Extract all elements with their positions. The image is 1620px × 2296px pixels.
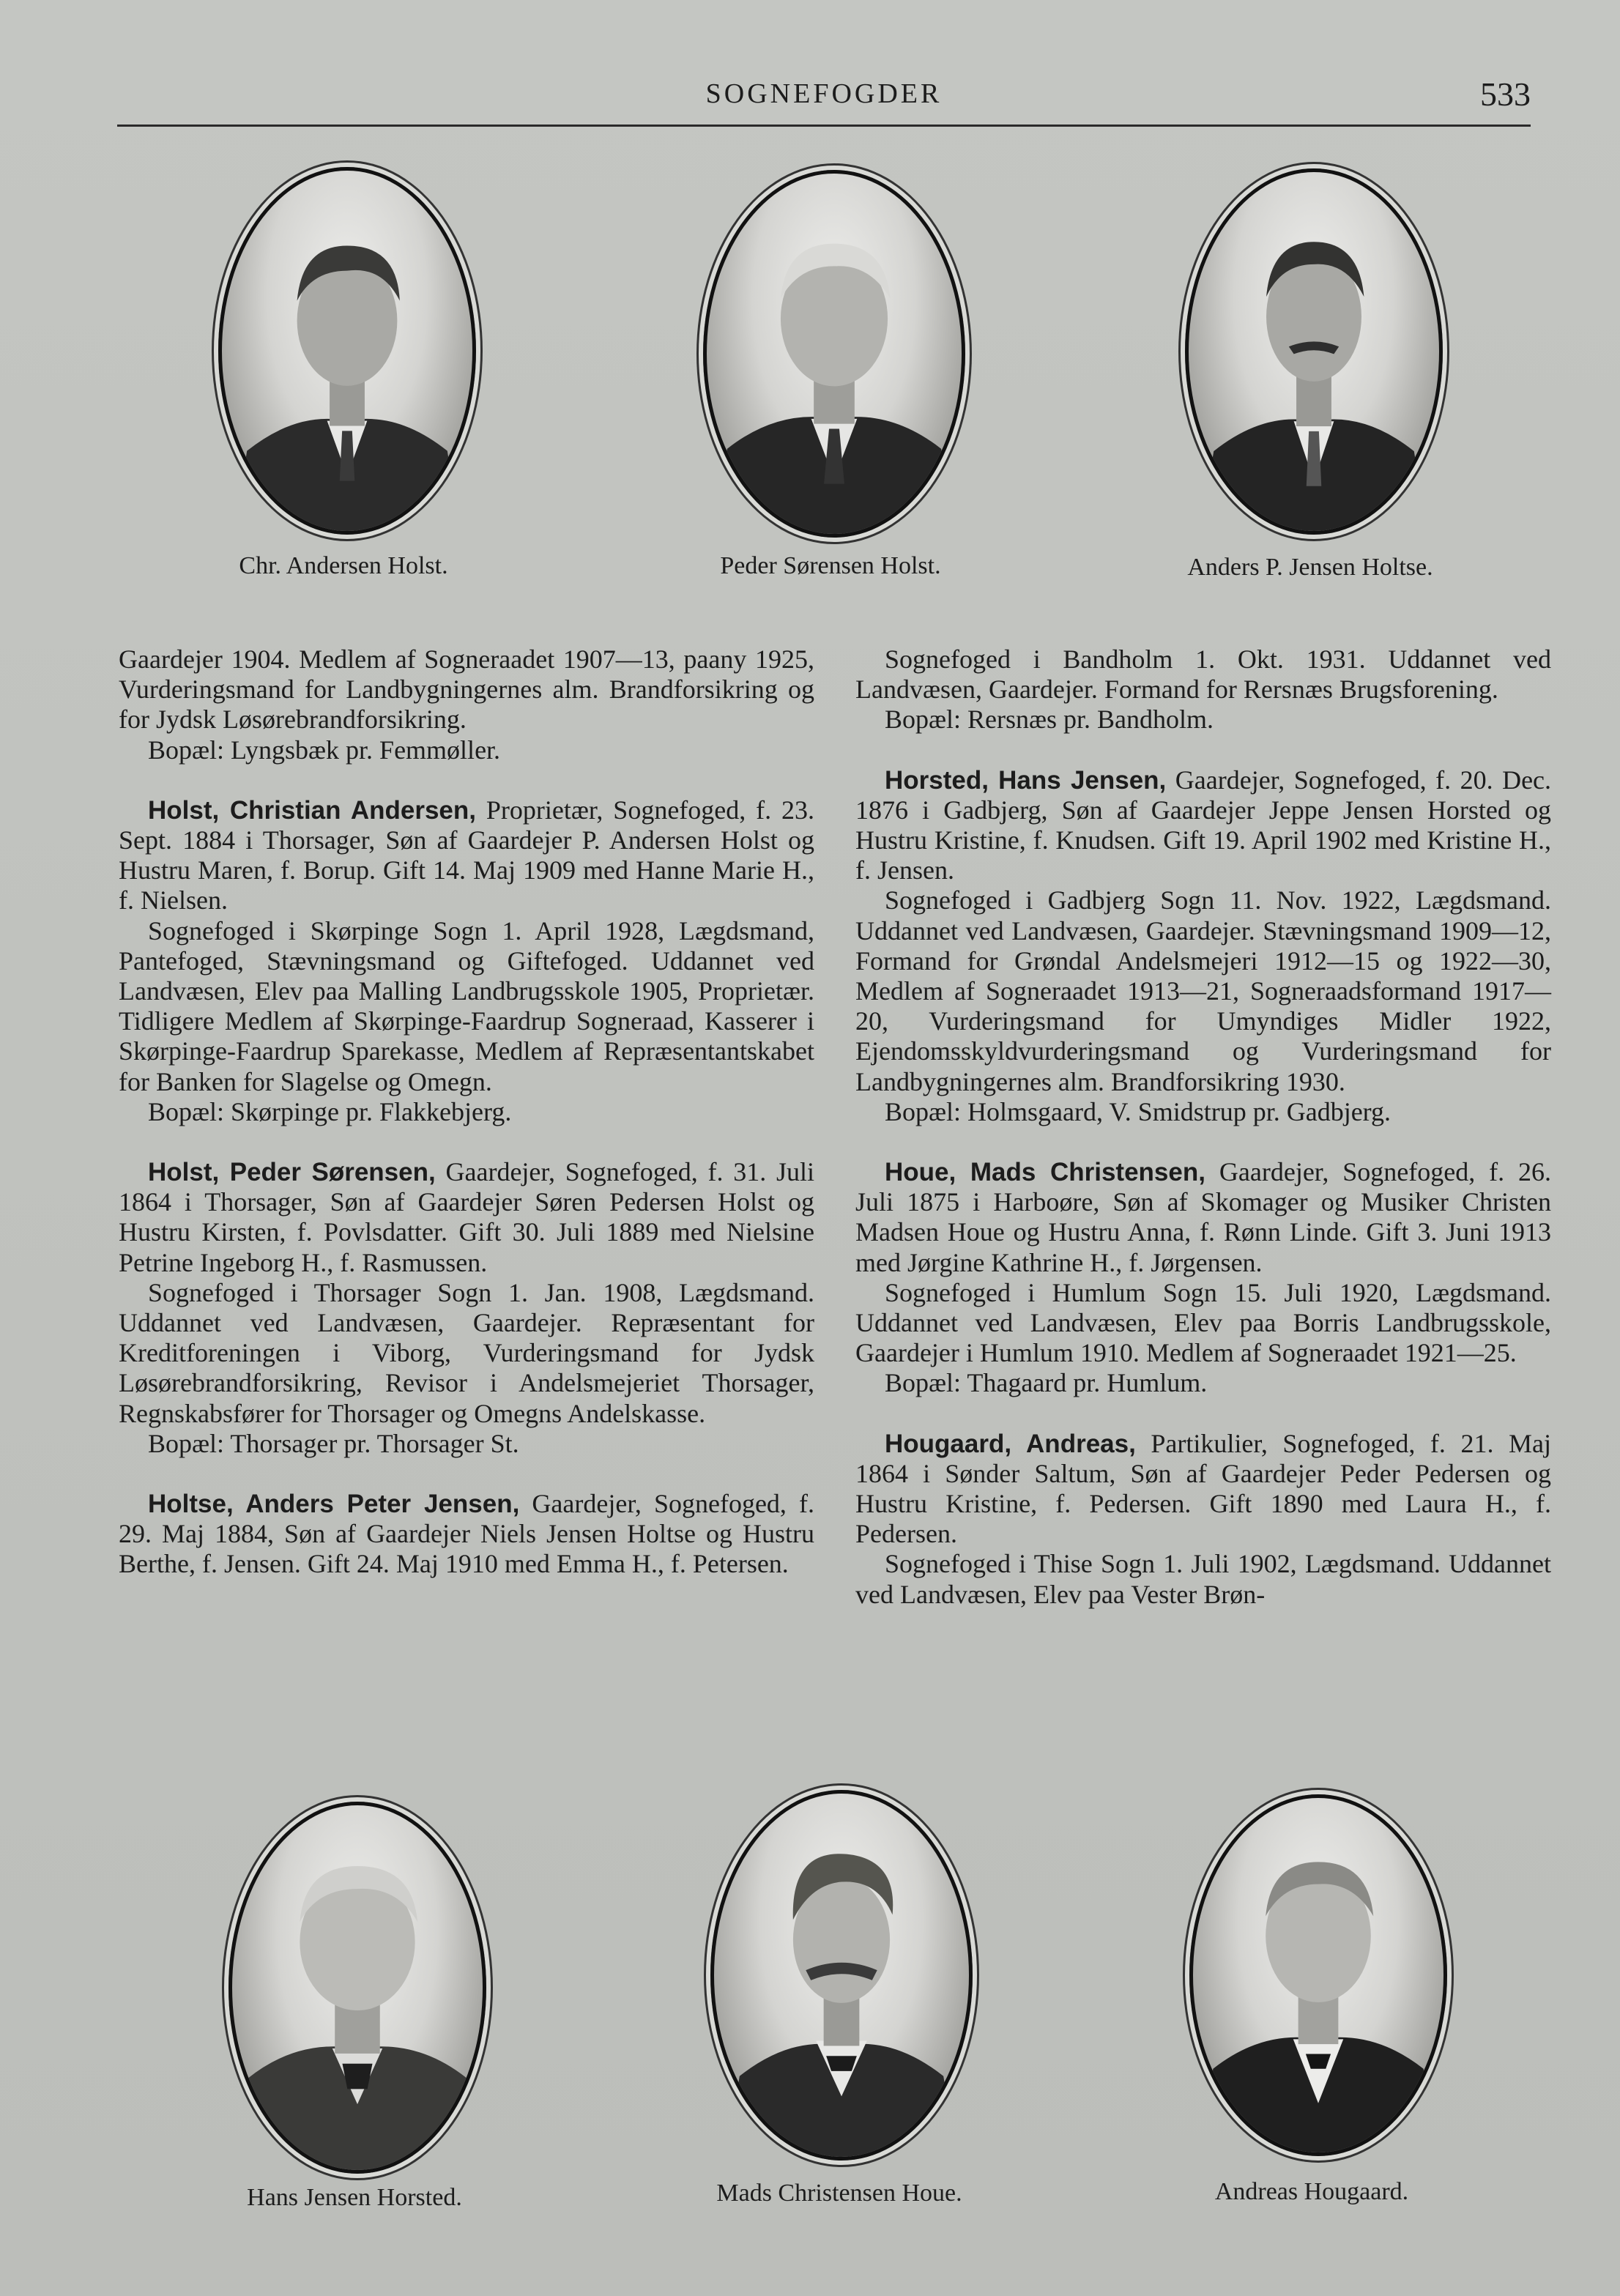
entry-residence: Bopæl: Skørpinge pr. Flakkebjerg. [148,1096,512,1126]
entry-intro-paragraph [855,1157,1551,1278]
entry-name: Holtse, Anders Peter Jensen, [148,1490,520,1519]
left-column [119,644,814,1610]
entry-text: Sognefoged i Bandholm 1. Okt. 1931. Uddannet ved Landvæsen, Gaardejer. Formand for Rersnæs Brugsforening. [855,644,1551,705]
entry-name: Hougaard, Andreas, [885,1429,1136,1458]
running-head-title: SOGNEFOGDER [705,78,943,109]
entry-continuation-right [855,644,1551,735]
entry-intro-paragraph [119,1157,814,1278]
entry-name: Holst, Christian Andersen, [148,795,476,825]
entry-intro-paragraph [855,765,1551,886]
entry-career: Sognefoged i Skørpinge Sogn 1. April 1928, Lægdsmand, Pantefoged, Stævningsmand og Giftefoged. Uddannet ved Landvæsen, Elev paa Malling Landbrugsskole 1905, Proprietær. Tidligere Medlem af Skørpinge-Faardrup Sogneraad, Kasserer i Skørpinge-Faardrup Sparekasse, Medlem af Repræsentantskabet for Banken for Slagelse og Omegn. [119,915,814,1096]
entry-hougaard-andreas [855,1429,1551,1610]
portrait-figure [1189,172,1439,531]
right-column [855,644,1551,1640]
entry-intro: Gaardejer, Sognefoged, f. 31. Juli 1864 i Thorsager, Søn af Gaardejer Søren Pedersen Holst og Hustru Kirsten, f. Povlsdatter. Gift 30. Juli 1889 med Nielsine Petrine Ingeborg H., f. Rasmussen. [119,1157,815,1277]
entry-residence: Bopæl: Holmsgaard, V. Smidstrup pr. Gadbjerg. [885,1096,1392,1126]
entry-intro-paragraph [119,1489,814,1580]
portrait-figure [707,174,962,534]
entry-residence: Bopæl: Rersnæs pr. Bandholm. [885,705,1214,735]
entry-intro: Gaardejer, Sognefoged, f. 26. Juli 1875 i Harboøre, Søn af Skomager og Musiker Christen Madsen Houe og Hustru Anna, f. Rønn Linde. Gift 3. Juni 1913 med Jørgine Kathrine H., f. Jørgensen. [855,1157,1552,1277]
portrait-photo-2 [703,170,965,538]
portrait-photo-5 [710,1790,973,2161]
entry-text: Gaardejer 1904. Medlem af Sogneraadet 1907—13, paany 1925, Vurderingsmand for Landbygningernes alm. Brandforsikring og for Jydsk Løsørebrandforsikring. [119,644,814,735]
entry-residence: Bopæl: Thorsager pr. Thorsager St. [148,1428,519,1458]
portrait-caption-1: Chr. Andersen Holst. [239,552,448,579]
entry-career: Sognefoged i Thorsager Sogn 1. Jan. 1908, Lægdsmand. Uddannet ved Landvæsen, Gaardejer. Repræsentant for Kreditforeningen i Viborg, Vurderingsmand for Jydsk Løsørebrandforsikring, Revisor i Andelsmejeriet Thorsager, Regnskabsfører for Thorsager og Omegns Andelskasse. [119,1277,814,1428]
portrait-figure [714,1794,969,2157]
entry-career: Sognefoged i Gadbjerg Sogn 11. Nov. 1922, Lægdsmand. Uddannet ved Landvæsen, Gaardejer. Stævningsmand 1909—12, Formand for Grøndal Andelsmejeri 1912—15 og 1922—30, Medlem af Sogneraadet 1913—21, Sogneraadsformand 1917—20, Vurderingsmand for Umyndiges Midler 1922, Ejendomsskyldvurderingsmand og Vurderingsmand for Landbygningernes alm. Brandforsikring 1930. [855,885,1551,1096]
portrait-figure [222,171,472,531]
entry-intro: Partikulier, Sognefoged, f. 21. Maj 1864 i Sønder Saltum, Søn af Gaardejer Peder Pedersen og Hustru Kristine, f. Pedersen. Gift 1890 med Laura H., f. Pedersen. [855,1428,1551,1549]
portrait-photo-6 [1189,1794,1447,2156]
entry-intro: Gaardejer, Sognefoged, f. 20. Dec. 1876 i Gadbjerg, Søn af Gaardejer Jeppe Jensen Horsted og Hustru Kristine, f. Knudsen. Gift 19. April 1902 med Kristine H., f. Jensen. [855,765,1552,885]
entry-name: Houe, Mads Christensen, [885,1158,1205,1187]
entry-horsted-hans [855,765,1551,1127]
entry-houe-mads [855,1157,1551,1399]
portrait-caption-3: Anders P. Jensen Holtse. [1187,554,1433,581]
entry-residence: Bopæl: Lyngsbæk pr. Femmøller. [148,735,501,765]
portrait-caption-5: Mads Christensen Houe. [716,2180,962,2207]
portrait-figure [1193,1798,1443,2152]
portrait-photo-4 [228,1802,486,2174]
entry-career: Sognefoged i Humlum Sogn 15. Juli 1920, Lægdsmand. Uddannet ved Landvæsen, Elev paa Borris Landbrugsskole, Gaardejer i Humlum 1910. Medlem af Sogneraadet 1921—25. [855,1277,1551,1368]
entry-career: Sognefoged i Thise Sogn 1. Juli 1902, Lægdsmand. Uddannet ved Landvæsen, Elev paa Vester Brøn- [855,1549,1551,1609]
entry-continuation-left [119,644,814,765]
portrait-photo-1 [218,167,476,535]
entry-holtse-anders [119,1489,814,1580]
portrait-caption-6: Andreas Hougaard. [1214,2178,1409,2205]
entry-intro: Gaardejer, Sognefoged, f. 29. Maj 1884, Søn af Gaardejer Niels Jensen Holtse og Hustru Berthe, f. Jensen. Gift 24. Maj 1910 med Emma H., f. Petersen. [119,1489,815,1579]
page-number: 533 [1480,75,1531,113]
entry-intro-paragraph [119,795,814,916]
entry-name: Holst, Peder Sørensen, [148,1158,436,1187]
portrait-caption-2: Peder Sørensen Holst. [720,552,941,579]
entry-intro-paragraph [855,1429,1551,1550]
portrait-figure [232,1805,483,2170]
running-head [117,73,1531,127]
entry-holst-peder [119,1157,814,1459]
entry-intro: Proprietær, Sognefoged, f. 23. Sept. 1884 i Thorsager, Søn af Gaardejer P. Andersen Holst og Hustru Maren, f. Borup. Gift 14. Maj 1909 med Hanne Marie H., f. Nielsen. [119,795,815,915]
entry-name: Horsted, Hans Jensen, [885,765,1167,795]
entry-holst-christian [119,795,814,1127]
portrait-caption-4: Hans Jensen Horsted. [247,2184,462,2211]
entry-residence: Bopæl: Thagaard pr. Humlum. [885,1368,1208,1398]
portrait-photo-3 [1185,168,1443,535]
